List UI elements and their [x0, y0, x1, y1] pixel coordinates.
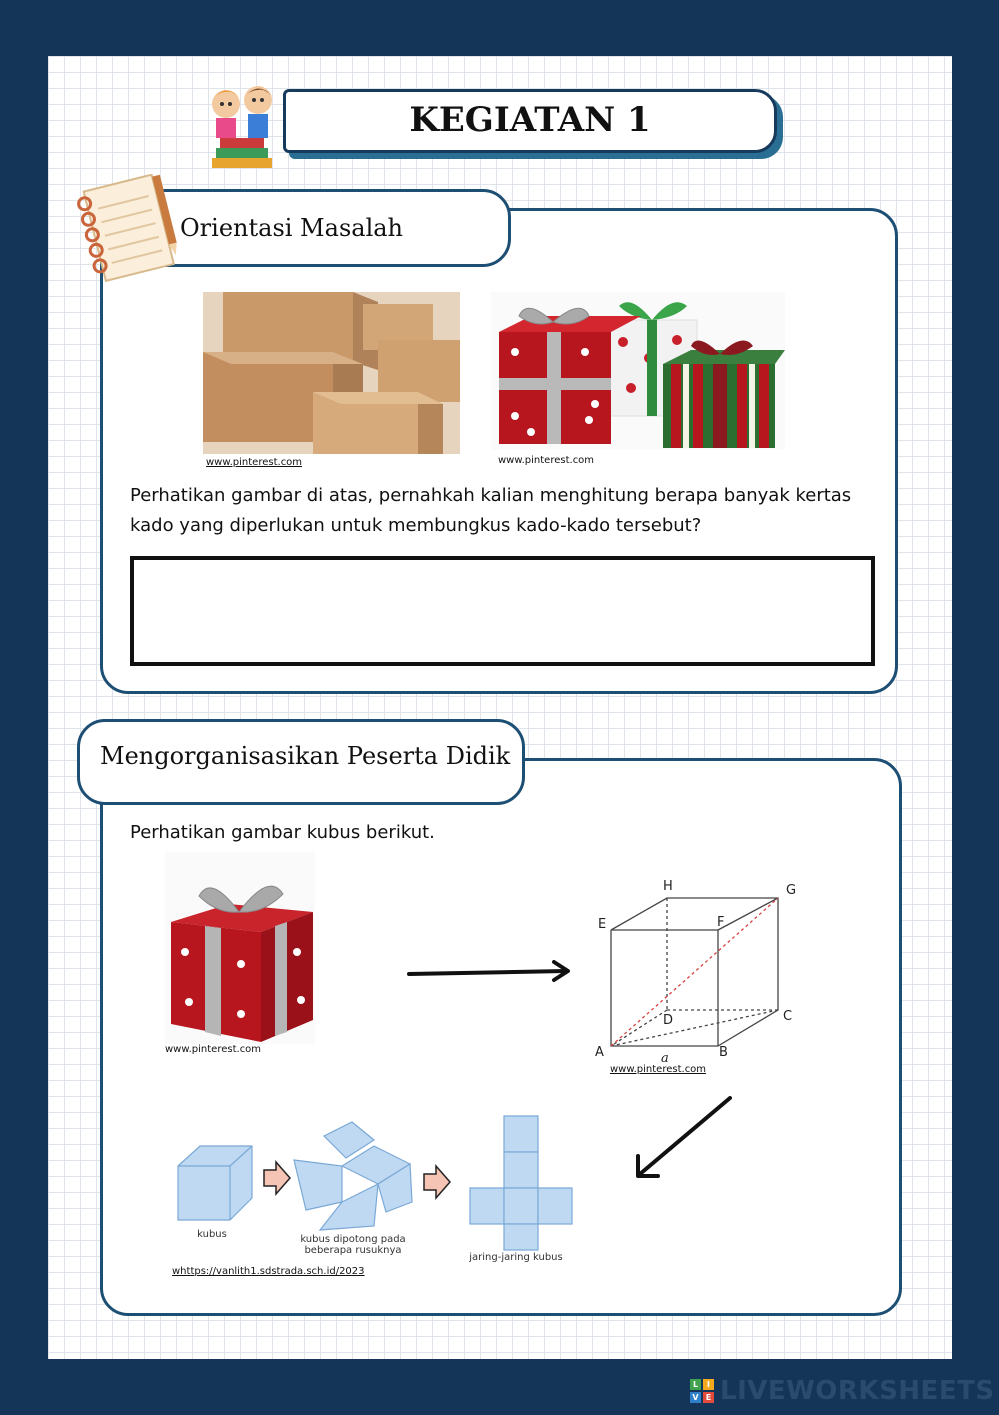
cube-label-c: C [783, 1009, 793, 1024]
cube-label-e: E [598, 917, 607, 932]
photo-credit-gift: www.pinterest.com [165, 1044, 262, 1055]
cube-label-a: A [595, 1045, 604, 1060]
cube-label-f: F [717, 915, 725, 930]
section2-intro: Perhatikan gambar kubus berikut. [130, 822, 435, 843]
photo-credit-gifts: www.pinterest.com [498, 455, 595, 466]
answer-input-box[interactable] [130, 556, 875, 666]
photo-credit-boxes: www.pinterest.com [206, 457, 303, 468]
liveworksheets-brand[interactable] [690, 1376, 995, 1406]
photo-credit-net: whttps://vanlith1.sdstrada.sch.id/2023 [172, 1266, 365, 1277]
page-title: KEGIATAN 1 [409, 100, 651, 140]
liveworksheets-wordmark: LIVEWORKSHEETS [720, 1376, 995, 1406]
cardboard-boxes-photo [203, 292, 460, 454]
net-label-cut: kubus dipotong pada beberapa rusuknya [300, 1234, 406, 1256]
gift-box-photo [165, 852, 315, 1044]
net-label-net: jaring-jaring kubus [469, 1252, 563, 1263]
title-banner [283, 89, 777, 153]
arrow-right-icon [406, 956, 576, 986]
cube-label-h: H [663, 879, 673, 894]
net-label-cube: kubus [197, 1229, 227, 1240]
cube-diagram [593, 878, 808, 1070]
section-organisasi-heading: Mengorganisasikan Peserta Didik [100, 742, 511, 770]
arrow-down-left-icon [628, 1092, 738, 1184]
notebook-pencil-icon [72, 174, 184, 284]
section1-question: Perhatikan gambar di atas, pernahkah kalian menghitung berapa banyak kertas kado yang diperlukan untuk membungkus kado-kado tersebut? [130, 485, 852, 536]
kids-reading-icon [202, 76, 282, 176]
section-orientasi-heading: Orientasi Masalah [180, 214, 404, 242]
cube-label-g: G [786, 883, 797, 898]
cube-label-b: B [719, 1045, 728, 1060]
photo-credit-cube: www.pinterest.com [610, 1064, 707, 1075]
cube-label-edge: a [661, 1051, 669, 1066]
liveworksheets-logo-icon: L I V E [690, 1379, 714, 1403]
worksheet-page [48, 56, 952, 1359]
gift-boxes-photo [491, 292, 785, 450]
cube-label-d: D [663, 1013, 674, 1028]
